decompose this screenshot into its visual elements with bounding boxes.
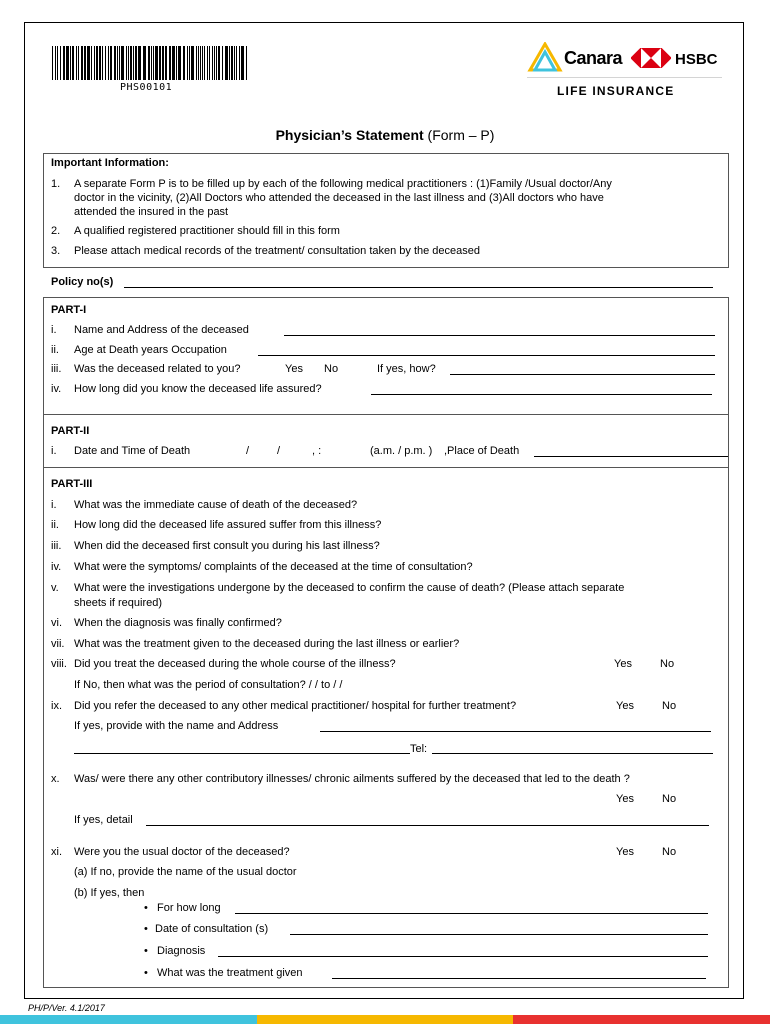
- q-text: What was the immediate cause of death of the deceased?: [74, 499, 358, 511]
- yes-option[interactable]: Yes: [614, 658, 632, 670]
- yes-option[interactable]: Yes: [616, 846, 634, 858]
- referral-address-line[interactable]: [320, 731, 711, 732]
- q-text: Were you the usual doctor of the deceased?: [74, 846, 290, 858]
- q-num: iv.: [51, 383, 62, 395]
- q-num: iv.: [51, 561, 62, 573]
- q-text: Did you refer the deceased to any other medical practitioner/ hospital for further treatment?: [74, 700, 517, 712]
- q-text: Was/ were there any other contributory illnesses/ chronic ailments suffered by the deceased that led to the death ?: [74, 773, 630, 785]
- q-text: Name and Address of the deceased: [74, 324, 249, 336]
- important-num: 2.: [51, 225, 61, 237]
- q-num: i.: [51, 445, 57, 457]
- logo-divider: [527, 77, 722, 78]
- date-separator: /: [246, 445, 250, 457]
- time-separator: , :: [312, 445, 322, 457]
- policy-label: Policy no(s): [51, 276, 114, 288]
- q-subtext: If No, then what was the period of consultation? / / to / /: [74, 679, 343, 691]
- logo-emblem-icon: [527, 42, 563, 76]
- important-text: doctor in the vicinity, (2)All Doctors who attended the deceased in the last illness and (3)All doctors who have: [74, 192, 604, 204]
- policy-input-line[interactable]: [124, 287, 713, 288]
- barcode: [52, 46, 250, 80]
- q-num: viii.: [51, 658, 67, 670]
- bullet-text: Diagnosis: [157, 945, 206, 957]
- yes-option[interactable]: Yes: [285, 363, 303, 375]
- date-separator: /: [277, 445, 281, 457]
- part2-heading: PART-II: [51, 425, 90, 437]
- q-num: ii.: [51, 344, 59, 356]
- logo-canara: Canara: [564, 48, 623, 68]
- logo-hsbc: HSBC: [675, 51, 718, 68]
- important-text: A qualified registered practitioner should fill in this form: [74, 225, 340, 237]
- barcode-number: PHS00101: [120, 82, 173, 93]
- q-subtext: (a) If no, provide the name of the usual doctor: [74, 866, 297, 878]
- color-stripe-cyan: [0, 1015, 257, 1024]
- q-num: i.: [51, 324, 57, 336]
- q-num: iii.: [51, 540, 62, 552]
- color-stripe-yellow: [257, 1015, 513, 1024]
- q-subtext: If yes, detail: [74, 814, 133, 826]
- how-long-line[interactable]: [235, 913, 708, 914]
- bullet: •: [144, 923, 148, 935]
- q-text: What were the symptoms/ complaints of the deceased at the time of consultation?: [74, 561, 473, 573]
- q-num: v.: [51, 582, 59, 594]
- q-text: How long did you know the deceased life assured?: [74, 383, 322, 395]
- known-duration-line[interactable]: [371, 394, 712, 395]
- relation-line[interactable]: [450, 374, 715, 375]
- q-text: Was the deceased related to you?: [74, 363, 241, 375]
- q-num: ix.: [51, 700, 62, 712]
- q-num: iii.: [51, 363, 62, 375]
- q-num: vii.: [51, 638, 65, 650]
- referral-address-line-2[interactable]: [74, 753, 410, 754]
- illness-detail-line[interactable]: [146, 825, 709, 826]
- important-text: attended the insured in the past: [74, 206, 229, 218]
- q-text: Age at Death years Occupation: [74, 344, 227, 356]
- bullet: •: [144, 902, 148, 914]
- important-num: 3.: [51, 245, 61, 257]
- bullet: •: [144, 967, 148, 979]
- q-text: When did the deceased first consult you during his last illness?: [74, 540, 380, 552]
- q-text: What were the investigations undergone by the deceased to confirm the cause of death? (Please attach separate: [74, 582, 625, 594]
- color-stripe-red: [513, 1015, 770, 1024]
- q-text: Date and Time of Death: [74, 445, 191, 457]
- diagnosis-line[interactable]: [218, 956, 708, 957]
- no-option[interactable]: No: [662, 700, 677, 712]
- bullet-text: What was the treatment given: [157, 967, 303, 979]
- no-option[interactable]: No: [324, 363, 339, 375]
- bullet-text: Date of consultation (s): [155, 923, 269, 935]
- q-text: What was the treatment given to the deceased during the last illness or earlier?: [74, 638, 460, 650]
- important-text: A separate Form P is to be filled up by each of the following medical practitioners : (1)Family /Usual doctor/Any: [74, 178, 612, 190]
- q-text: Did you treat the deceased during the whole course of the illness?: [74, 658, 396, 670]
- treatment-line[interactable]: [332, 978, 706, 979]
- tel-line[interactable]: [432, 753, 713, 754]
- no-option[interactable]: No: [662, 793, 677, 805]
- q-text: When the diagnosis was finally confirmed?: [74, 617, 282, 629]
- no-option[interactable]: No: [662, 846, 677, 858]
- page-title: Physician’s Statement (Form – P): [275, 127, 495, 143]
- q-num: i.: [51, 499, 57, 511]
- canara-hsbc-logo: [527, 42, 722, 100]
- section-divider: [43, 467, 729, 468]
- q-subtext: If yes, provide with the name and Address: [74, 720, 279, 732]
- yes-option[interactable]: Yes: [616, 700, 634, 712]
- q-text: If yes, how?: [377, 363, 436, 375]
- age-occupation-line[interactable]: [258, 355, 715, 356]
- bullet-text: For how long: [157, 902, 221, 914]
- q-num: vi.: [51, 617, 62, 629]
- q-num: xi.: [51, 846, 62, 858]
- q-text: How long did the deceased life assured suffer from this illness?: [74, 519, 382, 531]
- consultation-date-line[interactable]: [290, 934, 708, 935]
- important-num: 1.: [51, 178, 61, 190]
- yes-option[interactable]: Yes: [616, 793, 634, 805]
- hsbc-hexagon-icon: [631, 48, 671, 68]
- tel-label: Tel:: [410, 743, 428, 755]
- logo-subtitle: LIFE INSURANCE: [557, 84, 675, 98]
- no-option[interactable]: No: [660, 658, 675, 670]
- place-of-death-line[interactable]: [534, 456, 728, 457]
- q-text: ,Place of Death: [444, 445, 520, 457]
- bullet: •: [144, 945, 148, 957]
- section-divider: [43, 414, 729, 415]
- q-num: x.: [51, 773, 60, 785]
- version-footer: PH/P/Ver. 4.1/2017: [28, 1003, 105, 1013]
- part3-heading: PART-III: [51, 478, 93, 490]
- part1-heading: PART-I: [51, 304, 87, 316]
- ampm-text: (a.m. / p.m. ): [370, 445, 433, 457]
- q-subtext: (b) If yes, then: [74, 887, 145, 899]
- deceased-name-address-line[interactable]: [284, 335, 715, 336]
- important-heading: Important Information:: [51, 157, 169, 169]
- important-text: Please attach medical records of the treatment/ consultation taken by the deceased: [74, 245, 481, 257]
- q-num: ii.: [51, 519, 59, 531]
- q-text: sheets if required): [74, 597, 163, 609]
